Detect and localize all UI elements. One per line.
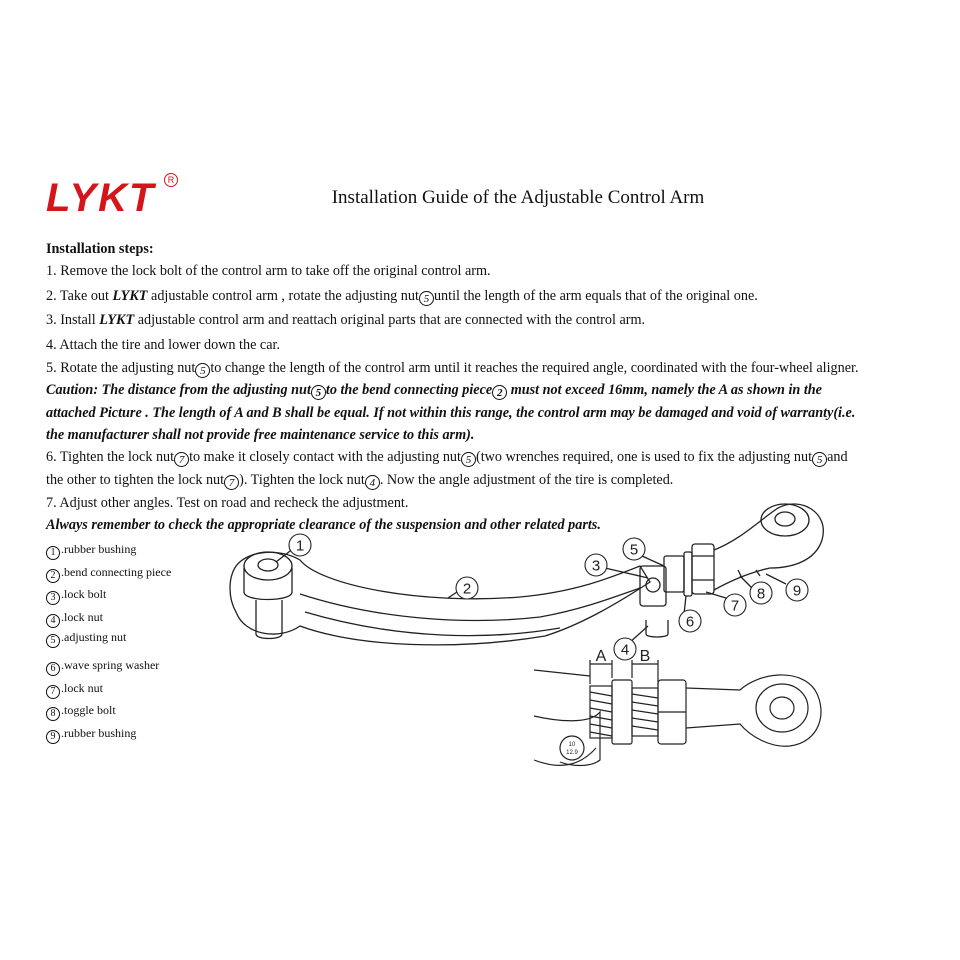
stamp-top: 10 bbox=[568, 742, 576, 748]
step-6-text-c: (two wrenches required, one is used to fix the adjusting nut bbox=[475, 449, 813, 465]
arm-body-lower-line bbox=[305, 612, 560, 636]
callout-label: 4 bbox=[620, 641, 630, 659]
reminder: Always remember to check the appropriate clearance of the suspension and other related parts. bbox=[46, 517, 601, 533]
step-2-text-b: adjustable control arm , rotate the adjusting nut bbox=[147, 288, 419, 304]
part-number-badge: 5 bbox=[195, 363, 210, 378]
caution-text-a: Caution: The distance from the adjusting nut bbox=[46, 382, 311, 398]
rubber-bushing-left bbox=[244, 552, 292, 580]
lock-bolt-head bbox=[646, 578, 660, 592]
legend-label: .adjusting nut bbox=[61, 630, 127, 644]
legend-number: 4 bbox=[46, 614, 60, 628]
callout-label: 6 bbox=[685, 613, 695, 631]
dimension-a-label: A bbox=[595, 648, 607, 665]
step-5-text-b: to change the length of the control arm until it reaches the required angle, coordinated with the four-wheel aligner. bbox=[210, 360, 859, 376]
callout-label: 1 bbox=[295, 537, 305, 555]
part-number-badge: 2 bbox=[492, 385, 507, 400]
callout-label: 9 bbox=[792, 582, 802, 600]
part-number-badge: 5 bbox=[419, 291, 434, 306]
callout-label: 8 bbox=[756, 585, 766, 603]
lock-nut-upper bbox=[692, 544, 714, 594]
legend-label: .rubber bushing bbox=[61, 726, 137, 740]
legend-number: 7 bbox=[46, 685, 60, 699]
step-6-text-f: ). Tighten the lock nut bbox=[239, 472, 365, 488]
legend-number: 2 bbox=[46, 569, 60, 583]
stamp-bottom: 12.9 bbox=[566, 750, 578, 756]
inset-thread-lines-b bbox=[632, 694, 658, 730]
legend-number: 9 bbox=[46, 730, 60, 744]
rubber-bushing-right-hole bbox=[775, 512, 795, 526]
legend-number: 5 bbox=[46, 634, 60, 648]
dimension-b-label: B bbox=[639, 648, 651, 665]
legend-label: .rubber bushing bbox=[61, 542, 137, 556]
caution-text-c: must not exceed 16mm, namely the A as shown in the bbox=[507, 382, 822, 398]
leader-7 bbox=[706, 592, 726, 598]
lock-nut-lower bbox=[646, 620, 668, 637]
callout-label: 7 bbox=[730, 597, 740, 615]
step-4: 4. Attach the tire and lower down the car. bbox=[46, 337, 281, 353]
inset-adjusting-nut bbox=[612, 680, 632, 744]
inset-thread-lines-a bbox=[590, 692, 612, 736]
step-3-text-b: adjustable control arm and reattach original parts that are connected with the control arm. bbox=[134, 312, 646, 328]
page-title: Installation Guide of the Adjustable Control Arm bbox=[331, 187, 705, 208]
step-2-text-c: until the length of the arm equals that of the original one. bbox=[433, 288, 758, 304]
step-6-text-a: 6. Tighten the lock nut bbox=[46, 449, 175, 465]
inset-rod-end bbox=[686, 675, 821, 746]
part-number-badge: 7 bbox=[224, 475, 239, 490]
step-5-text-a: 5. Rotate the adjusting nut bbox=[46, 360, 196, 376]
caution-text-b: to the bend connecting piece bbox=[325, 382, 493, 398]
inset-stamp bbox=[560, 736, 584, 760]
legend-number: 3 bbox=[46, 591, 60, 605]
step-6-text-b: to make it closely contact with the adjusting nut bbox=[189, 449, 461, 465]
leader-5 bbox=[642, 556, 664, 566]
step-7: 7. Adjust other angles. Test on road and recheck the adjustment. bbox=[46, 495, 409, 511]
legend-label: .bend connecting piece bbox=[61, 565, 172, 579]
step-3-text-a: 3. Install bbox=[46, 312, 100, 328]
leader-8 bbox=[740, 576, 752, 588]
step-3-brand: LYKT bbox=[99, 312, 135, 328]
part-number-badge: 5 bbox=[461, 452, 476, 467]
legend-label: .lock bolt bbox=[61, 587, 107, 601]
wave-spring-washer bbox=[684, 552, 692, 596]
legend-label: .lock nut bbox=[61, 681, 103, 695]
callout-label: 2 bbox=[462, 580, 472, 598]
caution-line-3: the manufacturer shall not provide free maintenance service to this arm). bbox=[46, 427, 475, 443]
caution-line-2: attached Picture . The length of A and B shall be equal. If not within this range, the control arm may be damaged and void of warranty(i.e. bbox=[46, 405, 856, 421]
legend-label: .toggle bolt bbox=[61, 703, 116, 717]
inset-arm-bottom bbox=[534, 748, 596, 765]
legend-label: .lock nut bbox=[61, 610, 103, 624]
step-6-text-e: the other to tighten the lock nut bbox=[46, 472, 225, 488]
registered-mark: R bbox=[164, 173, 178, 187]
leader-9 bbox=[766, 574, 786, 584]
rod-end-body bbox=[714, 504, 823, 590]
part-number-badge: 5 bbox=[812, 452, 827, 467]
callout-label: 5 bbox=[629, 541, 639, 559]
brand-logo: LYKT bbox=[46, 176, 156, 220]
step-6-text-g: . Now the angle adjustment of the tire is completed. bbox=[379, 472, 674, 488]
step-6-text-d: and bbox=[827, 449, 848, 465]
adjusting-nut bbox=[664, 556, 684, 592]
legend-number: 8 bbox=[46, 707, 60, 721]
part-number-badge: 7 bbox=[174, 452, 189, 467]
legend-label: .wave spring washer bbox=[61, 658, 160, 672]
inset-bushing bbox=[756, 684, 808, 732]
legend-number: 1 bbox=[46, 546, 60, 560]
step-2-brand: LYKT bbox=[112, 288, 148, 304]
step-1: 1. Remove the lock bolt of the control arm to take off the original control arm. bbox=[46, 263, 491, 279]
callout-label: 3 bbox=[591, 557, 601, 575]
part-number-badge: 5 bbox=[311, 385, 326, 400]
legend-number: 6 bbox=[46, 662, 60, 676]
bushing-left-body bbox=[244, 568, 292, 600]
inset-bushing-hole bbox=[770, 697, 794, 719]
rubber-bushing-left-hole bbox=[258, 559, 278, 571]
step-2-text-a: 2. Take out bbox=[46, 288, 113, 304]
part-number-badge: 4 bbox=[365, 475, 380, 490]
rubber-bushing-right bbox=[761, 504, 809, 536]
steps-heading: Installation steps: bbox=[46, 241, 154, 257]
inset-arm-top bbox=[534, 670, 590, 676]
